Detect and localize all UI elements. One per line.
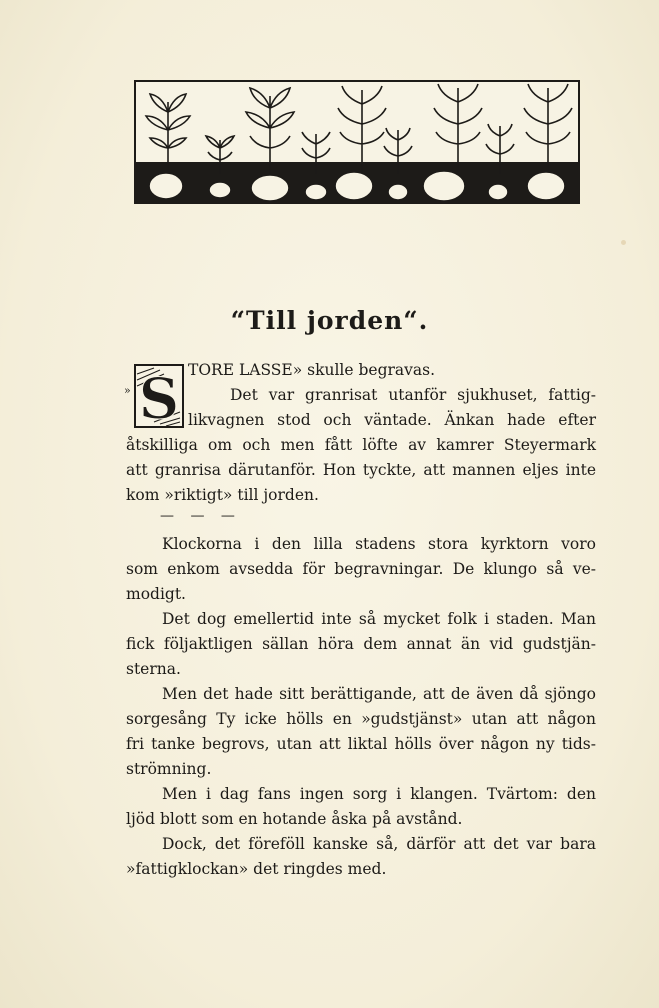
text-line: TORE LASSE» skulle begravas. [188,361,436,379]
text-line: som enkom avsedda för begravningar. De klungo så ve- [126,560,596,578]
text-line: Det var granrisat utanför sjukhuset, fattig- [230,386,596,404]
text-line: likvagnen stod och väntade. Änkan hade efter [188,411,596,429]
text-line: Klockorna i den lilla stadens stora kyrktorn voro [162,535,596,553]
body-paragraphs [126,532,596,882]
svg-text:S: S [138,366,180,428]
text-line: Dock, det föreföll kanske så, därför att det var bara [162,835,596,853]
opening-quote-mark: » [124,384,131,397]
paper-stain [621,240,626,245]
text-line: sterna. [126,660,181,678]
text-line: Men i dag fans ingen sorg i klangen. Tvärtom: den [162,785,596,803]
section-separator: — — — [160,508,241,524]
text-line: ljöd blott som en hotande åska på avstånd. [126,810,463,828]
plants-vignette-illustration [134,80,580,204]
text-line: sorgesång Ty icke hölls en »gudstjänst» utan att någon [126,710,596,728]
text-line: kom »riktigt» till jorden. [126,486,319,504]
text-line: Det dog emellertid inte så mycket folk i staden. Man [162,610,596,628]
text-line: »fattigklockan» det ringdes med. [126,860,387,878]
text-line: fri tanke begrovs, utan att liktal hölls över någon ny tids- [126,735,596,753]
text-line: Men det hade sitt berättigande, att de även då sjöngo [162,685,596,703]
chapter-title: “Till jorden“. [230,306,429,335]
text-line: att granrisa därutanför. Hon tyckte, att mannen eljes inte [126,461,596,479]
potato-plants-icon [136,82,578,202]
text-line: strömning. [126,760,212,778]
paragraph-1 [126,358,596,508]
text-line: modigt. [126,585,186,603]
text-line: åtskilliga om och men fått löfte av kamrer Steyermark [126,436,596,454]
text-line: fick följaktligen sällan höra dem annat än vid gudstjän- [126,635,596,653]
